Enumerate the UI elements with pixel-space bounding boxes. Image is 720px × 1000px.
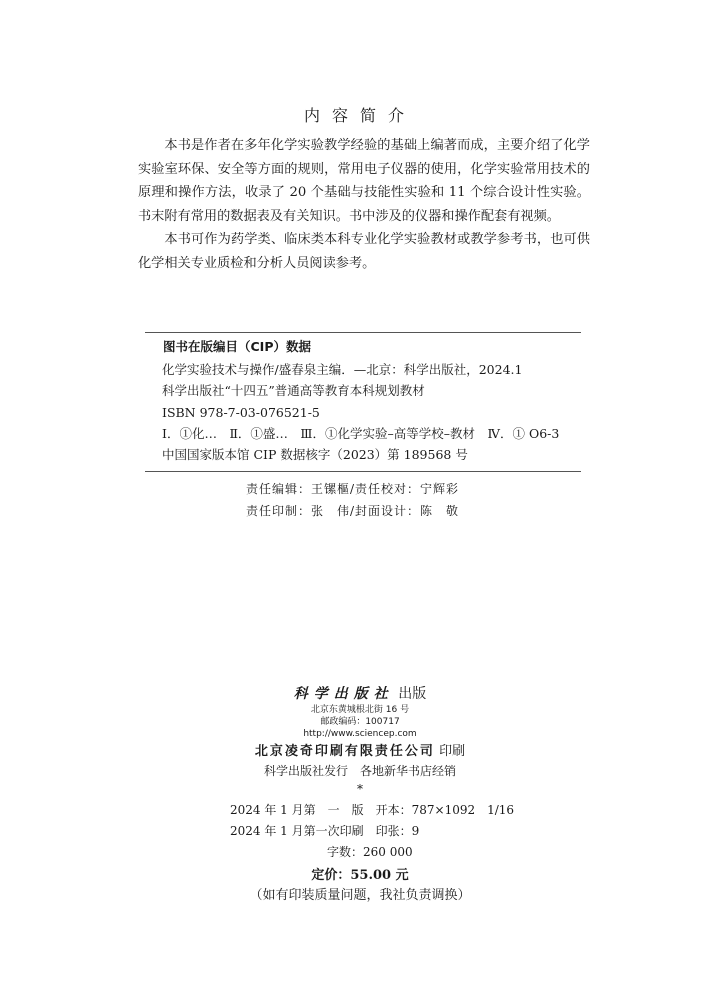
cip-line: Ⅰ．①化… Ⅱ．①盛… Ⅲ．①化学实验–高等学校–教材 Ⅳ．① O6-3: [162, 425, 560, 441]
publisher-name: 科学出版社: [293, 686, 394, 702]
cip-bottom-rule: [145, 471, 581, 472]
quality-note: （如有印装质量问题，我社负责调换）: [249, 888, 471, 903]
separator-star: *: [357, 782, 363, 796]
publisher-address: 北京东黄城根北街 16 号: [310, 705, 410, 715]
printing-line: 2024 年 1 月第一次印刷 印张：9: [230, 824, 420, 838]
printer-name: 北京凌奇印刷有限责任公司: [254, 744, 435, 759]
cip-block: [162, 359, 582, 465]
cip-line: 化学实验技术与操作/盛春泉主编．—北京：科学出版社，2024.1: [162, 362, 523, 377]
responsibility-line: 责任编辑：王镙樞/责任校对：宁辉彩: [246, 482, 460, 496]
distribution-line: 科学出版社发行 各地新华书店经销: [263, 764, 456, 778]
price: 定价：55.00 元: [311, 868, 409, 883]
cip-top-rule: [145, 332, 581, 333]
printer-line: [0, 740, 720, 759]
edition-line: 2024 年 1 月第 一 版 开本：787×1092 1/16: [230, 803, 515, 817]
publisher-postcode: 邮政编码：100717: [320, 717, 400, 727]
word-count: 字数：260 000: [327, 845, 413, 859]
cip-line: 科学出版社“十四五”普通高等教育本科规划教材: [162, 383, 425, 399]
cip-line: 中国国家版本馆 CIP 数据核字（2023）第 189568 号: [162, 447, 468, 463]
publisher-url: http://www.sciencep.com: [303, 729, 417, 739]
responsibility-line: 责任印制：张 伟/封面设计：陈 敬: [246, 504, 460, 518]
summary-title: 内容简介: [303, 106, 416, 125]
cip-heading: 图书在版编目（CIP）数据: [163, 339, 311, 354]
cip-line: ISBN 978-7-03-076521-5: [162, 404, 320, 420]
summary-paragraph: 本书是作者在多年化学实验教学经验的基础上编著而成，主要介绍了化学实验室环保、安全等方面的规则，常用电子仪器的使用，化学实验常用技术的原理和操作方法，收录了 20 个基础与技能性实验和 11 个综合设计性实验。书末附有常用的数据表及有关知识。书中涉及的仪器和操作配套有视频。: [138, 138, 590, 224]
publisher-suffix: 出版: [398, 686, 427, 702]
summary-paragraph: 本书可作为药学类、临床类本科专业化学实验教材或教学参考书，也可供化学相关专业质检和分析人员阅读参考。: [138, 232, 590, 271]
publisher-line: [0, 683, 720, 703]
printer-suffix: 印刷: [439, 744, 466, 759]
summary-body: [138, 134, 590, 275]
